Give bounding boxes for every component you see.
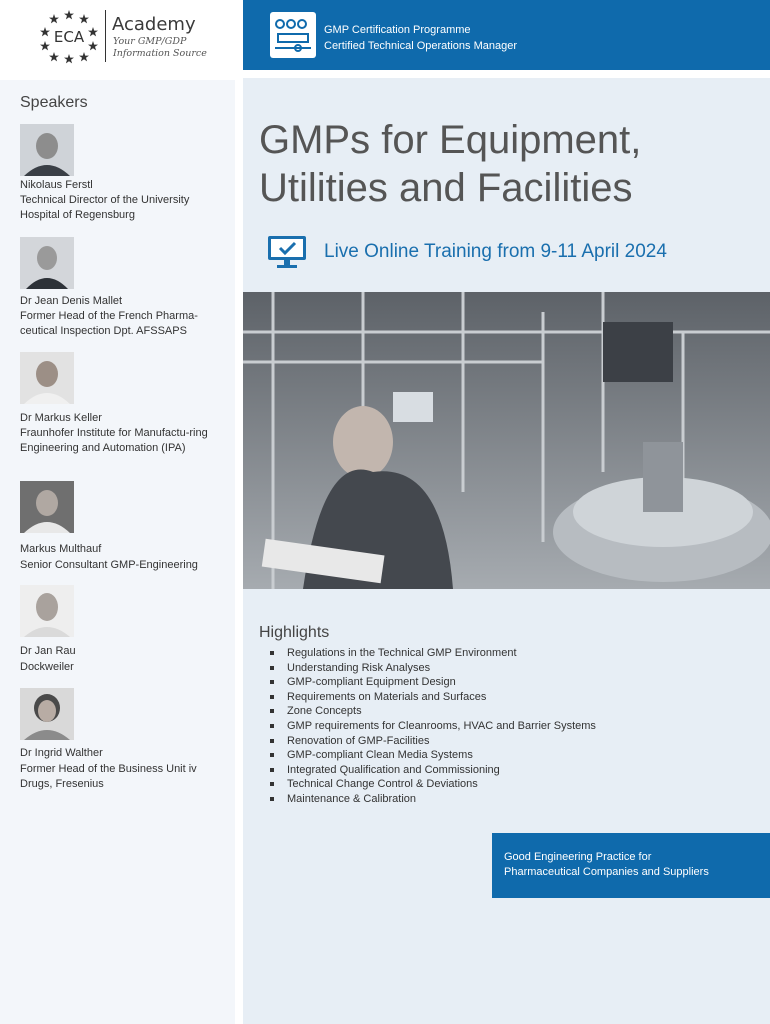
highlight-text: GMP requirements for Cleanrooms, HVAC and Barrier Systems: [287, 719, 596, 732]
eca-logo: [0, 0, 235, 70]
logo-divider: [105, 10, 106, 62]
highlight-text: Understanding Risk Analyses: [287, 661, 431, 674]
highlight-item: [270, 661, 596, 676]
speaker-photo: [20, 688, 74, 740]
highlight-item: [270, 646, 596, 661]
gep-line1: Good Engineering Practice for: [504, 851, 652, 863]
speaker-affiliation: Former Head of the Business Unit iv Drugs, Fresenius: [20, 763, 197, 790]
speaker-photo: [20, 124, 74, 176]
bullet-icon: [270, 651, 274, 655]
programme-header-band: [243, 0, 770, 70]
speaker-name: Dr Jean Denis Mallet: [20, 295, 123, 307]
highlight-item: [270, 719, 596, 734]
bullet-icon: [270, 724, 274, 728]
highlight-item: [270, 675, 596, 690]
speaker-affiliation: Dockweiler: [20, 661, 74, 673]
highlight-text: Maintenance & Calibration: [287, 792, 417, 805]
highlight-item: [270, 734, 596, 749]
tagline-line2: Information Source: [113, 48, 207, 59]
gep-line2: Pharmaceutical Companies and Suppliers: [504, 866, 709, 878]
highlight-text: Zone Concepts: [287, 705, 362, 718]
highlight-text: Regulations in the Technical GMP Environment: [287, 647, 517, 659]
certification-programme-icon: [270, 12, 316, 58]
highlight-text: Requirements on Materials and Surfaces: [287, 690, 487, 703]
speaker-photo: [20, 237, 74, 289]
speaker-photo: [20, 352, 74, 404]
highlight-item: [270, 704, 596, 719]
highlight-item: [270, 690, 596, 705]
academy-tagline: [113, 36, 207, 60]
speaker-name: Dr Ingrid Walther: [20, 747, 103, 759]
speaker-name: Nikolaus Ferstl: [20, 179, 93, 191]
academy-title: Academy: [112, 14, 196, 35]
page-title: [259, 116, 699, 212]
bullet-icon: [270, 680, 274, 684]
highlights-heading: Highlights: [259, 624, 330, 641]
eca-badge-text: ECA: [53, 28, 85, 46]
tagline-line1: Your GMP/GDP: [113, 36, 187, 47]
bullet-icon: [270, 797, 274, 801]
bullet-icon: [270, 695, 274, 699]
bullet-icon: [270, 753, 274, 757]
bullet-icon: [270, 782, 274, 786]
highlight-item: [270, 748, 596, 763]
bullet-icon: [270, 666, 274, 670]
programme-certificate: Certified Technical Operations Manager: [324, 40, 518, 52]
bullet-icon: [270, 768, 274, 772]
speakers-heading: Speakers: [20, 94, 88, 111]
highlights-list: [270, 646, 596, 807]
highlight-text: Renovation of GMP-Facilities: [287, 734, 430, 747]
programme-name: GMP Certification Programme: [324, 24, 471, 36]
highlight-text: Technical Change Control & Deviations: [287, 778, 478, 791]
highlight-text: Integrated Qualification and Commissioning: [287, 763, 500, 776]
speaker-name: Dr Markus Keller: [20, 412, 102, 424]
speaker-photo: [20, 585, 74, 637]
speaker-name: Markus Multhauf: [20, 543, 102, 555]
speaker-affiliation: Technical Director of the University Hospital of Regensburg: [20, 194, 190, 221]
highlight-item: [270, 763, 596, 778]
eca-stars-badge-icon: [38, 8, 100, 64]
equipment-photo: [243, 292, 770, 589]
highlight-item: [270, 777, 596, 792]
speaker-name: Dr Jan Rau: [20, 645, 76, 657]
highlight-item: [270, 792, 596, 807]
page-title-line1: GMPs for Equipment,: [259, 118, 642, 162]
bullet-icon: [270, 709, 274, 713]
page-title-line2: Utilities and Facilities: [259, 166, 633, 210]
online-training-monitor-icon: [266, 234, 308, 270]
speaker-affiliation: Former Head of the French Pharma-ceutical Inspection Dpt. AFSSAPS: [20, 310, 198, 337]
speaker-affiliation: Fraunhofer Institute for Manufactu-ring Engineering and Automation (IPA): [20, 427, 208, 454]
speaker-photo: [20, 481, 74, 533]
speaker-affiliation: Senior Consultant GMP-Engineering: [20, 559, 198, 571]
training-date-subtitle: Live Online Training from 9-11 April 2024: [324, 241, 667, 262]
highlight-text: GMP-compliant Clean Media Systems: [287, 749, 473, 762]
highlight-text: GMP-compliant Equipment Design: [287, 676, 456, 689]
bullet-icon: [270, 739, 274, 743]
